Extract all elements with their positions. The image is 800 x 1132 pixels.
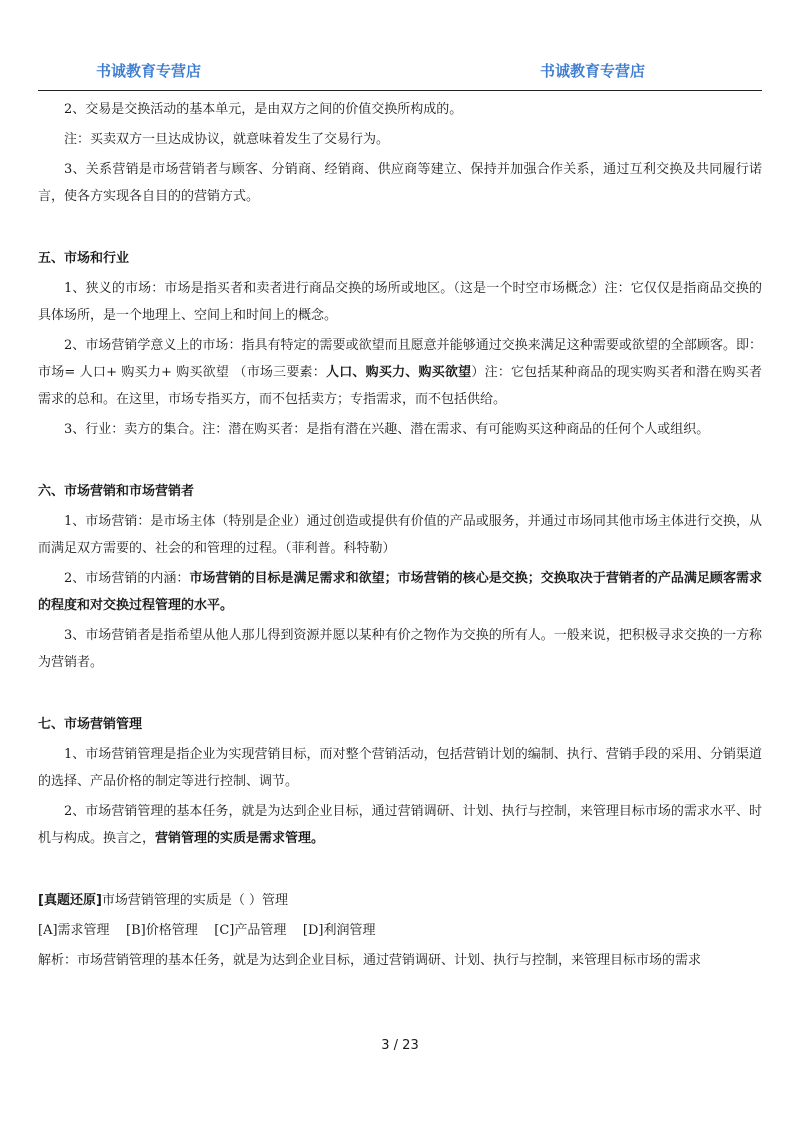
question: [38, 887, 762, 914]
text-run: 2、市场营销的内涵：: [64, 571, 190, 586]
paragraph: 1、狭义的市场：市场是指买者和卖者进行商品交换的场所或地区。（这是一个时空市场概念）注：它仅仅是指商品交换的具体场所，是一个地理上、空间上和时间上的概念。: [38, 281, 762, 323]
question-options: [A]需求管理 [B]价格管理 [C]产品管理 [D]利润管理: [38, 923, 376, 938]
paragraph: [38, 332, 762, 413]
brand-left: 书诚教育专营店: [96, 62, 202, 80]
page-header: [38, 52, 762, 91]
page-number: 3 / 23: [381, 1038, 419, 1053]
question-tag: [真题还原]: [38, 893, 102, 908]
section-heading-6: 六、市场营销和市场营销者: [38, 484, 195, 499]
paragraph: [38, 798, 762, 852]
section-heading-5: 五、市场和行业: [38, 251, 130, 266]
text-run: 2、市场营销学意义上的市场：指具有特定的需要或欲望而且愿意并能够通过交换来满足这种需要或欲望的全部顾客。即：市场= 人口+ 购买力+ 购买欲望 （市场三要素：: [38, 338, 762, 380]
bold-run: 营销管理的实质是需求管理。: [155, 831, 325, 846]
paragraph: 2、交易是交换活动的基本单元，是由双方之间的价值交换所构成的。: [64, 102, 463, 117]
document-body: [38, 96, 762, 977]
analysis: 解析：市场营销管理的基本任务，就是为达到企业目标，通过营销调研、计划、执行与控制，来管理目标市场的需求: [38, 953, 702, 968]
paragraph: 3、行业：卖方的集合。注：潜在购买者：是指有潜在兴趣、潜在需求、有可能购买这种商品的任何个人或组织。: [64, 422, 710, 437]
paragraph: 1、市场营销管理是指企业为实现营销目标，而对整个营销活动，包括营销计划的编制、执行、营销手段的采用、分销渠道的选择、产品价格的制定等进行控制、调节。: [38, 747, 762, 789]
brand-right: 书诚教育专营店: [540, 62, 646, 80]
section-heading-7: 七、市场营销管理: [38, 717, 143, 732]
paragraph: [38, 565, 762, 619]
bold-run: 人口、购买力、购买欲望: [326, 365, 472, 380]
paragraph: 3、市场营销者是指希望从他人那儿得到资源并愿以某种有价之物作为交换的所有人。一般来说，把积极寻求交换的一方称为营销者。: [38, 628, 762, 670]
paragraph: 3、关系营销是市场营销者与顾客、分销商、经销商、供应商等建立、保持并加强合作关系，通过互利交换及共同履行诺言，使各方实现各自目的的营销方式。: [38, 162, 762, 204]
note: 注：买卖双方一旦达成协议，就意味着发生了交易行为。: [64, 132, 390, 147]
text-run: ）注：它包括某种商品的现实购买者和潜在购买者需求的总和。在这里，市场专指买方，而不包括卖方；专指需求，而不包括供给。: [38, 365, 762, 407]
question-text: 市场营销管理的实质是（ ）管理: [101, 893, 289, 908]
text-run: 2、市场营销管理的基本任务，就是为达到企业目标，通过营销调研、计划、执行与控制，来管理目标市场的需求水平、时机与构成。换言之，: [38, 804, 762, 846]
bold-run: 市场营销的目标是满足需求和欲望；市场营销的核心是交换；交换取决于营销者的产品满足顾客需求的程度和对交换过程管理的水平。: [38, 571, 762, 613]
paragraph: 1、市场营销：是市场主体（特别是企业）通过创造或提供有价值的产品或服务，并通过市场同其他市场主体进行交换，从而满足双方需要的、社会的和管理的过程。（菲利普。科特勒）: [38, 514, 762, 556]
